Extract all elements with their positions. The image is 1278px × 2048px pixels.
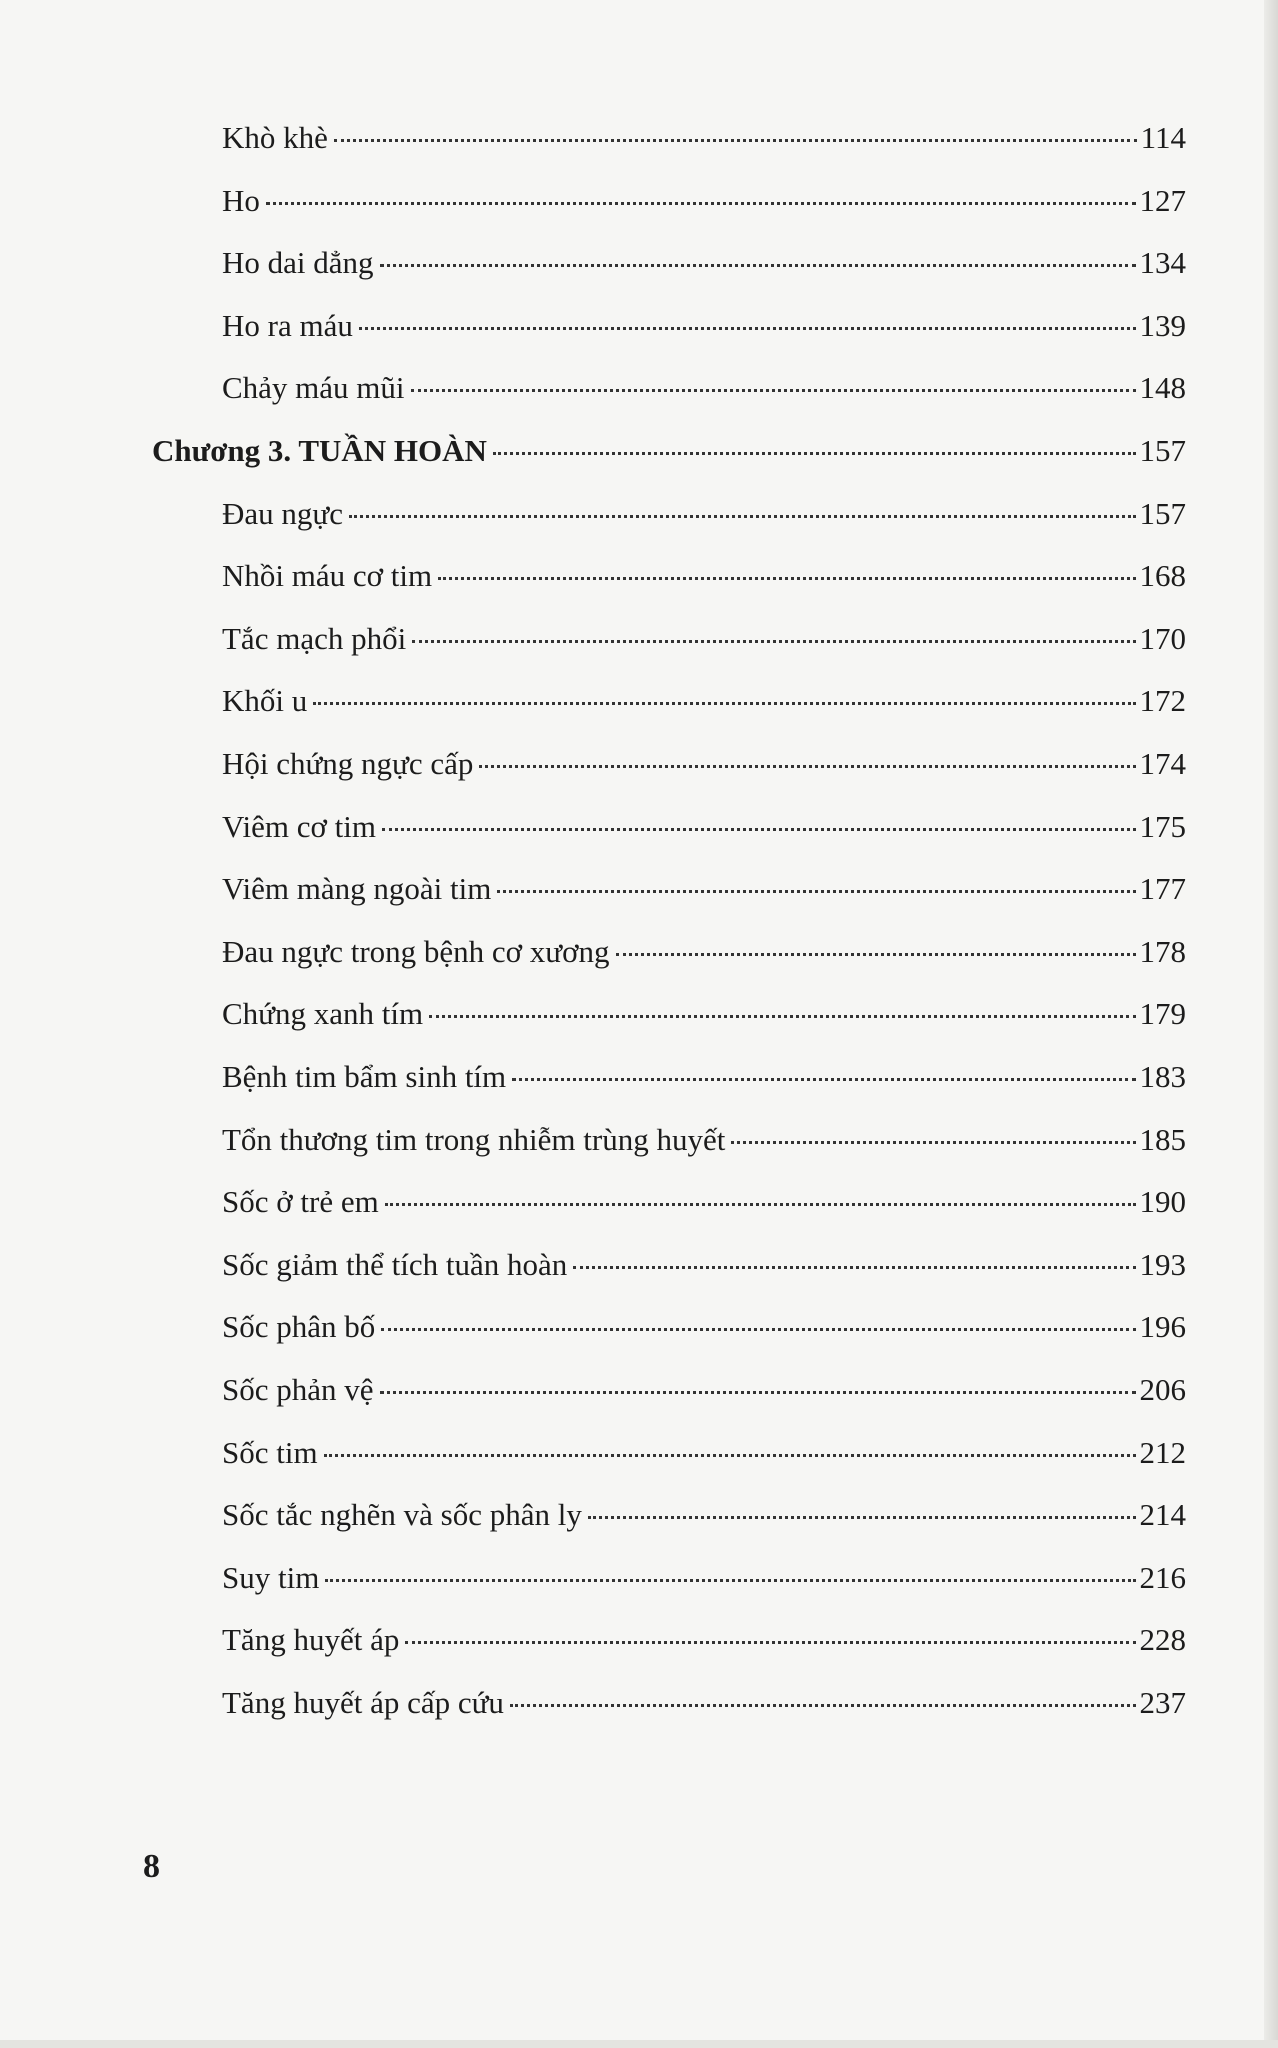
toc-entry-title: Chảy máu mũi: [222, 370, 405, 406]
toc-entry-title: Đau ngực: [222, 495, 343, 531]
dot-leader: [493, 452, 1136, 455]
dot-leader: [385, 1203, 1136, 1206]
toc-entry-title: Viêm cơ tim: [222, 808, 377, 844]
toc-entry: [222, 556, 1186, 596]
toc-entry: [222, 932, 1186, 972]
toc-entry: [222, 994, 1186, 1034]
toc-entry: [222, 243, 1186, 283]
dot-leader: [616, 953, 1136, 956]
toc-entry-title: Khối u: [222, 683, 308, 719]
dot-leader: [349, 515, 1136, 518]
dot-leader: [411, 389, 1136, 392]
toc-entry-page-number: 177: [1139, 871, 1186, 907]
toc-entry-title: Sốc ở trẻ em: [222, 1184, 379, 1220]
toc-entry-page-number: 172: [1139, 683, 1186, 719]
toc-entry-page-number: 174: [1139, 746, 1186, 781]
toc-entry: [222, 1182, 1186, 1222]
dot-leader: [359, 327, 1136, 330]
toc-entry: [222, 1370, 1186, 1410]
toc-entry-title: Sốc phân bố: [222, 1309, 376, 1345]
dot-leader: [412, 640, 1135, 643]
page-number: 8: [143, 1848, 160, 1885]
toc-entry-page-number: 228: [1139, 1622, 1186, 1658]
dot-leader: [512, 1078, 1135, 1081]
toc-entry-title: Suy tim: [222, 1559, 320, 1595]
toc-entry: [222, 1057, 1186, 1097]
dot-leader: [381, 1328, 1135, 1331]
toc-entry-title: Tăng huyết áp cấp cứu: [222, 1685, 504, 1720]
toc-entry-page-number: 127: [1139, 182, 1186, 218]
dot-leader: [334, 139, 1137, 142]
dot-leader: [405, 1641, 1135, 1644]
toc-entry-page-number: 175: [1139, 808, 1186, 844]
toc-entry-title: Sốc giảm thể tích tuần hoàn: [222, 1246, 568, 1282]
toc-entry-page-number: 168: [1139, 558, 1186, 594]
toc-entry-title: Tăng huyết áp: [222, 1622, 400, 1658]
page-bottom-edge: [0, 2040, 1278, 2048]
dot-leader: [510, 1704, 1136, 1707]
toc-entry-title: Chương 3. TUẦN HOÀN: [152, 433, 487, 468]
toc-entry: [222, 494, 1186, 534]
toc-entry-page-number: 139: [1139, 307, 1186, 343]
dot-leader: [324, 1454, 1136, 1457]
toc-entry: [222, 1245, 1186, 1285]
toc-entry-page-number: 214: [1139, 1497, 1186, 1533]
toc-entry-title: Sốc tắc nghẽn và sốc phân ly: [222, 1497, 582, 1533]
toc-entry: [222, 619, 1186, 659]
dot-leader: [380, 264, 1136, 267]
dot-leader: [382, 828, 1135, 831]
toc-entry: [222, 1558, 1186, 1598]
page-edge-shadow: [1264, 0, 1278, 2048]
toc-entry: [222, 869, 1186, 909]
toc-entry: [222, 1433, 1186, 1473]
dot-leader: [313, 702, 1135, 705]
toc-entry: [222, 181, 1186, 221]
toc-entry: [222, 306, 1186, 346]
toc-entry-page-number: 206: [1139, 1372, 1186, 1407]
toc-entry-page-number: 157: [1139, 433, 1186, 468]
toc-entry: [222, 1307, 1186, 1347]
toc-entry: [222, 744, 1186, 784]
dot-leader: [497, 890, 1135, 893]
toc-entry-page-number: 134: [1139, 245, 1186, 281]
toc-entry-page-number: 157: [1139, 495, 1186, 531]
dot-leader: [438, 577, 1135, 580]
toc-entry: [222, 681, 1186, 721]
toc-entry-title: Đau ngực trong bệnh cơ xương: [222, 933, 610, 969]
toc-entry-title: Chứng xanh tím: [222, 996, 424, 1032]
toc-entry-page-number: 196: [1139, 1309, 1186, 1345]
toc-entry: [222, 118, 1186, 158]
toc-entry: [222, 1683, 1186, 1723]
toc-entry: [222, 807, 1186, 847]
toc-entry-title: Sốc tim: [222, 1434, 318, 1470]
toc-entry-title: Nhồi máu cơ tim: [222, 558, 433, 594]
toc-entry-page-number: 148: [1139, 370, 1186, 406]
dot-leader: [429, 1015, 1135, 1018]
toc-entry-page-number: 190: [1139, 1184, 1186, 1220]
toc-entry-page-number: 237: [1139, 1685, 1186, 1720]
dot-leader: [479, 765, 1135, 768]
toc-entry: [222, 368, 1186, 408]
toc-entry-title: Bệnh tim bẩm sinh tím: [222, 1059, 507, 1094]
toc-entry-title: Tổn thương tim trong nhiễm trùng huyết: [222, 1121, 726, 1157]
toc-entry-page-number: 183: [1139, 1059, 1186, 1094]
toc-entry-title: Sốc phản vệ: [222, 1372, 374, 1407]
dot-leader: [588, 1516, 1136, 1519]
toc-entry-page-number: 212: [1139, 1434, 1186, 1470]
toc-entry-title: Khò khè: [222, 120, 328, 155]
toc-entry: [222, 1620, 1186, 1660]
dot-leader: [731, 1141, 1135, 1144]
toc-entry-page-number: 179: [1139, 996, 1186, 1032]
toc-entry: [222, 1495, 1186, 1535]
toc-entry-page-number: 178: [1139, 933, 1186, 969]
toc-entry-title: Tắc mạch phổi: [222, 620, 407, 656]
toc-entry: [222, 1120, 1186, 1160]
toc-entry-title: Ho: [222, 182, 260, 218]
toc-entry-title: Ho ra máu: [222, 307, 353, 343]
toc-entry-title: Ho dai dẳng: [222, 245, 374, 281]
toc-entry-title: Hội chứng ngực cấp: [222, 746, 474, 781]
dot-leader: [266, 202, 1136, 205]
dot-leader: [380, 1391, 1136, 1394]
toc-entry-title: Viêm màng ngoài tim: [222, 871, 492, 907]
toc-entry-page-number: 114: [1140, 120, 1186, 155]
dot-leader: [325, 1579, 1135, 1582]
toc-entry-page-number: 216: [1139, 1559, 1186, 1595]
toc-chapter-heading: [152, 431, 1186, 471]
dot-leader: [573, 1266, 1135, 1269]
toc-entry-page-number: 170: [1139, 620, 1186, 656]
toc-entry-page-number: 185: [1139, 1121, 1186, 1157]
toc-entry-page-number: 193: [1139, 1246, 1186, 1282]
